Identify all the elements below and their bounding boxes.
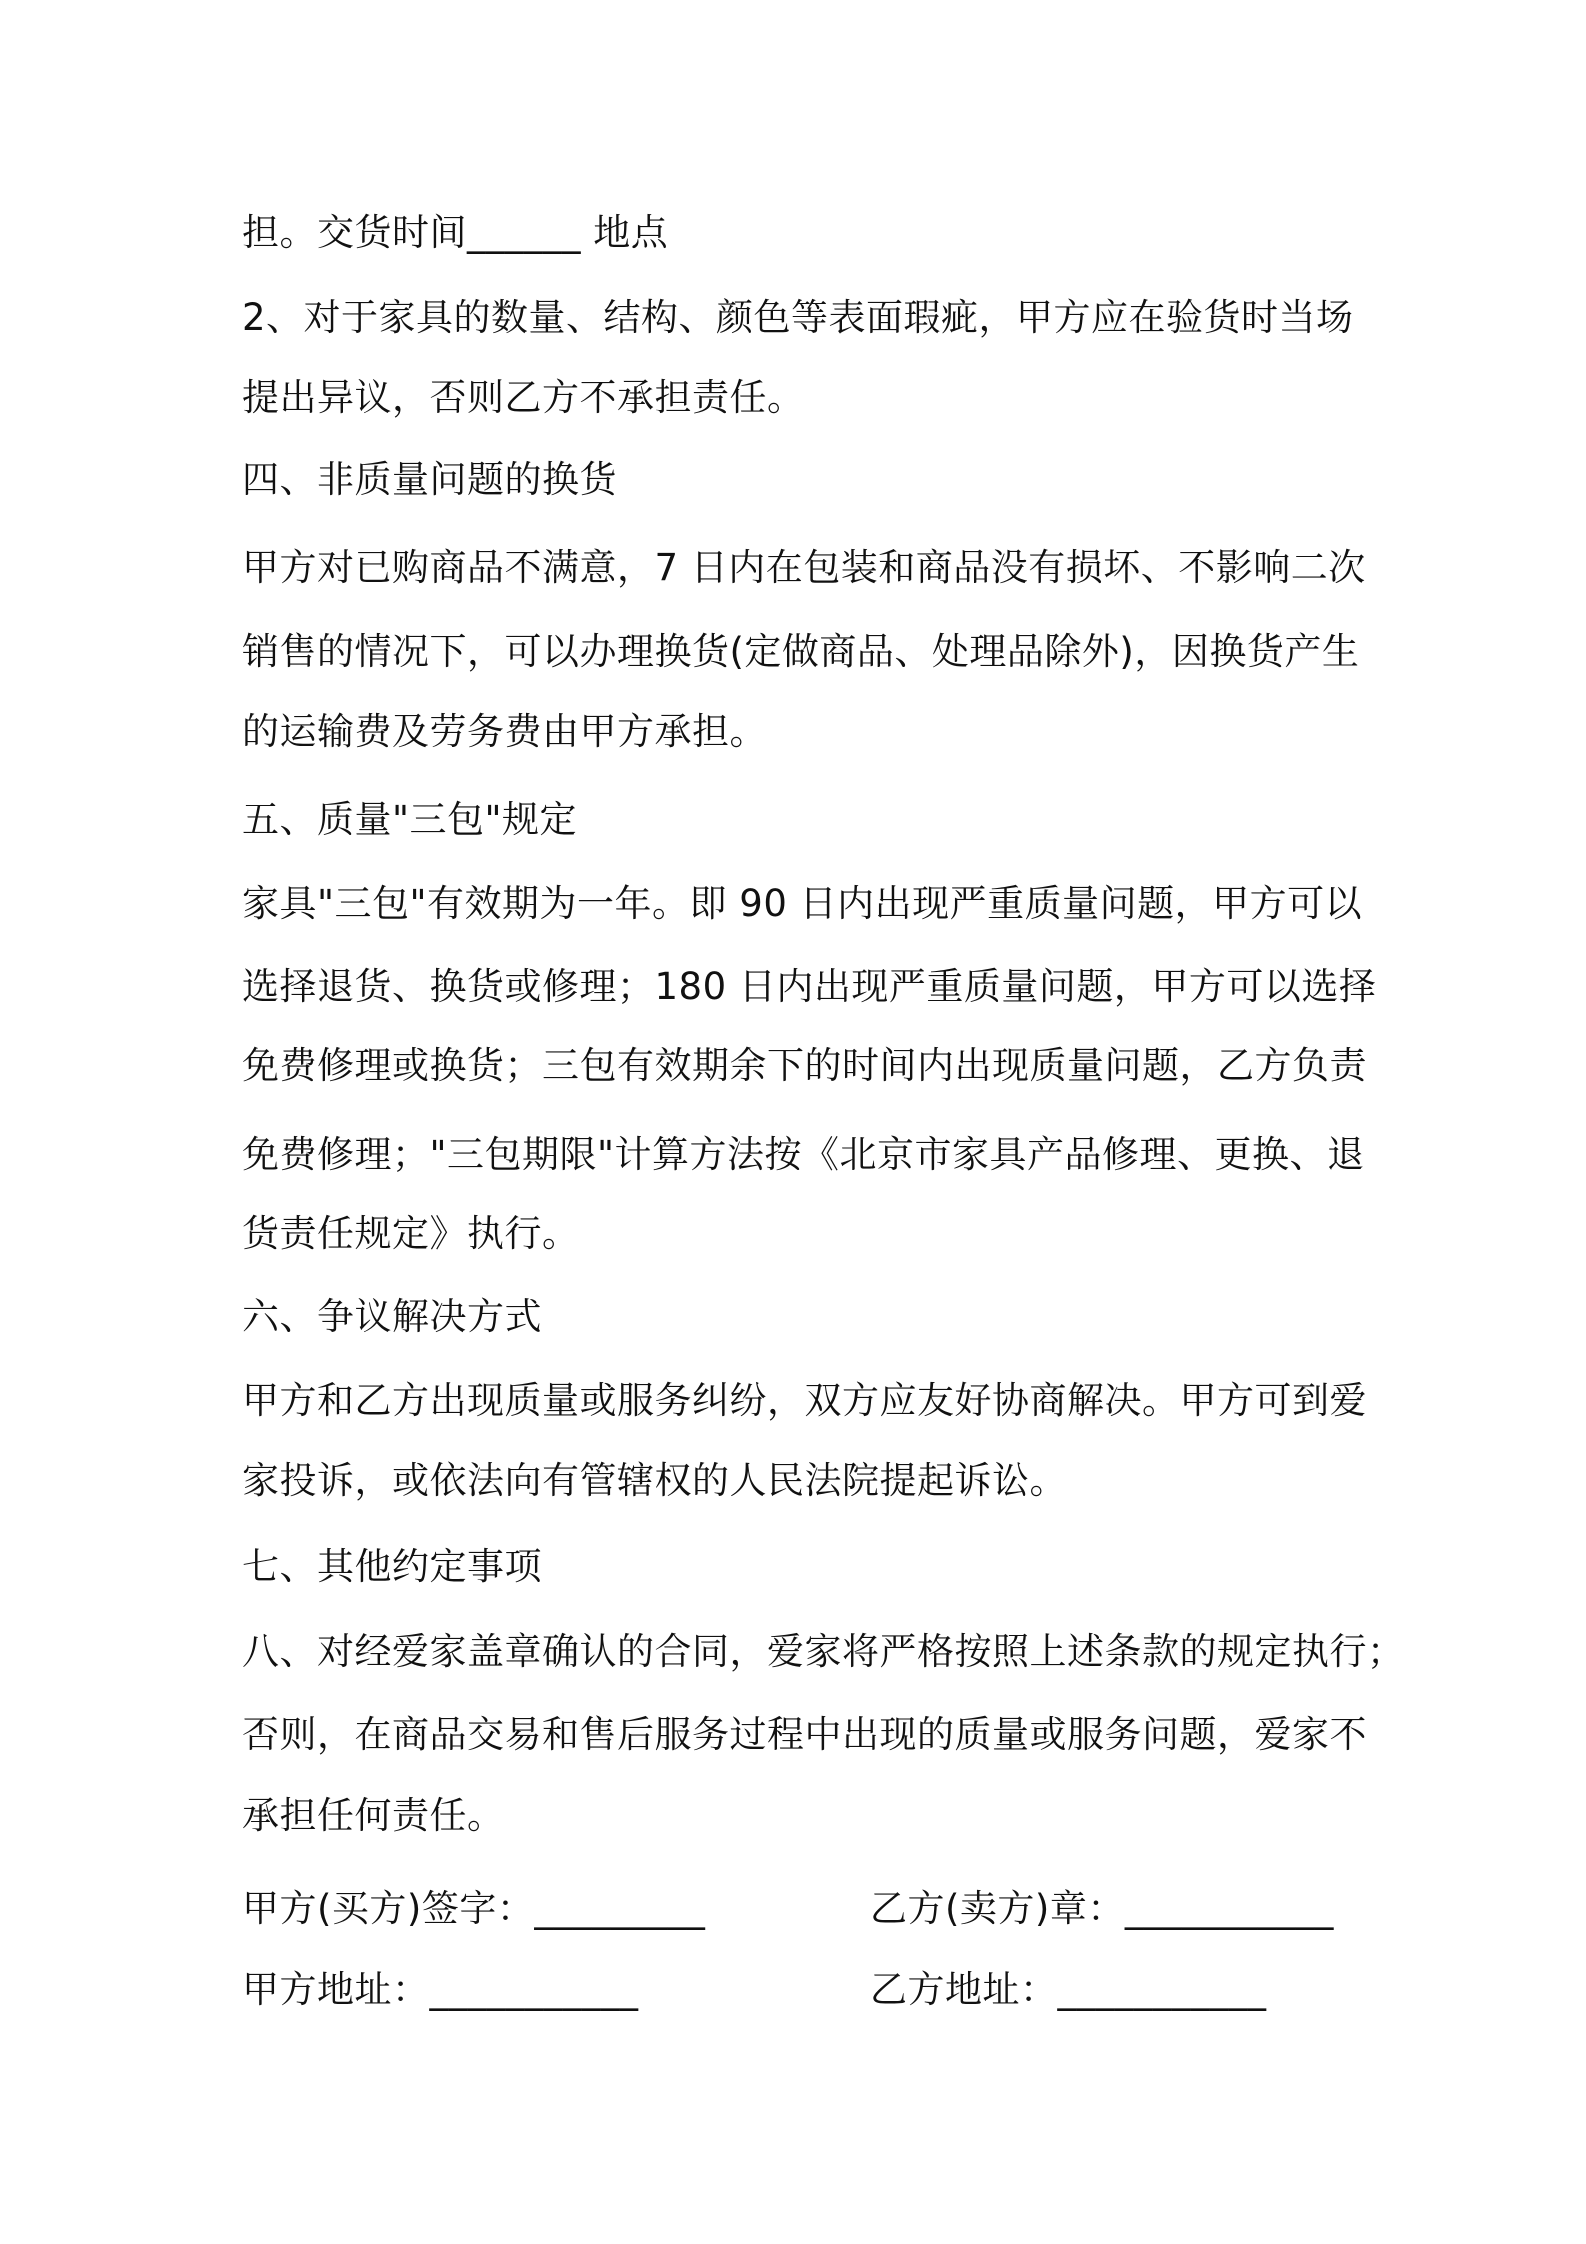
section-8-line-2: 否则，在商品交易和售后服务过程中出现的质量或服务问题，爱家不	[242, 1713, 1367, 1756]
section-8-line-3: 承担任何责任。	[242, 1794, 505, 1837]
party-b-address-field: 乙方地址：___________	[870, 1968, 1267, 2011]
section-4-line-3: 的运输费及劳务费由甲方承担。	[242, 710, 767, 753]
section-5-line-2: 选择退货、换货或修理；180 日内出现严重质量问题，甲方可以选择	[242, 965, 1377, 1008]
section-4-line-1: 甲方对已购商品不满意，7 日内在包装和商品没有损坏、不影响二次	[242, 546, 1366, 589]
line-delivery-time: 担。交货时间______ 地点	[242, 211, 669, 254]
section-5-line-4: 免费修理；"三包期限"计算方法按《北京市家具产品修理、更换、退	[242, 1133, 1365, 1176]
party-a-address-field: 甲方地址：___________	[242, 1968, 639, 2011]
section-5-line-1: 家具"三包"有效期为一年。即 90 日内出现严重质量问题，甲方可以	[242, 882, 1363, 925]
section-5-line-3: 免费修理或换货；三包有效期余下的时间内出现质量问题，乙方负责	[242, 1044, 1367, 1087]
section-5-line-5: 货责任规定》执行。	[242, 1212, 580, 1255]
section-6-line-2: 家投诉，或依法向有管辖权的人民法院提起诉讼。	[242, 1459, 1067, 1502]
section-6-heading: 六、争议解决方式	[242, 1295, 542, 1338]
section-6-line-1: 甲方和乙方出现质量或服务纠纷，双方应友好协商解决。甲方可到爱	[242, 1379, 1367, 1422]
section-4-line-2: 销售的情况下，可以办理换货(定做商品、处理品除外)，因换货产生	[242, 630, 1360, 673]
clause-3-2-line-1: 2、对于家具的数量、结构、颜色等表面瑕疵，甲方应在验货时当场	[242, 296, 1354, 339]
section-4-heading: 四、非质量问题的换货	[242, 458, 617, 501]
clause-3-2-line-2: 提出异议，否则乙方不承担责任。	[242, 376, 805, 419]
party-a-signature-field: 甲方(买方)签字：_________	[242, 1887, 706, 1930]
section-5-heading: 五、质量"三包"规定	[242, 798, 578, 841]
section-8-line-1: 八、对经爱家盖章确认的合同，爱家将严格按照上述条款的规定执行；	[242, 1630, 1405, 1673]
party-b-seal-field: 乙方(卖方)章：___________	[870, 1887, 1334, 1930]
section-7-heading: 七、其他约定事项	[242, 1545, 542, 1588]
